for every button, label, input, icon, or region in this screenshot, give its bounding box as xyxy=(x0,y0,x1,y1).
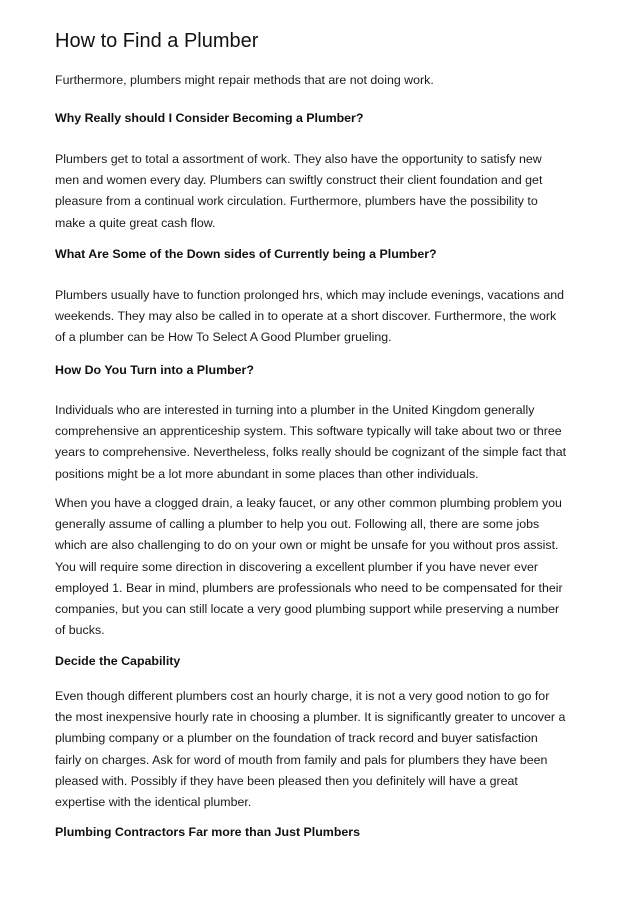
text-line: Plumbers usually have to function prolonged hrs, which may include evenings, vacations and xyxy=(55,288,564,302)
paragraph-become-plumber xyxy=(55,400,595,485)
paragraph-down-sides xyxy=(55,285,595,349)
text-line: which are also challenging to do on your own or might be unsafe for you without pros assist. xyxy=(55,538,559,553)
section-heading-why-plumber: Why Really should I Consider Becoming a Plumber? xyxy=(55,111,364,125)
text-line: Plumbers get to total a assortment of work. They also have the opportunity to satisfy new xyxy=(55,152,542,166)
text-line: of bucks. xyxy=(55,623,105,638)
paragraph-why-plumber xyxy=(55,149,595,234)
paragraph-capability xyxy=(55,686,595,813)
paragraph-clogged-drain xyxy=(55,493,595,641)
page-title: How to Find a Plumber xyxy=(55,30,259,52)
text-line: weekends. They may also be called in to operate at a short discover. Furthermore, the work xyxy=(55,309,557,324)
text-line: pleased with. Possibly if they have been pleased then you definitely will have a great xyxy=(55,773,518,788)
text-line: pleasure from a continual work circulation. Furthermore, plumbers have the possibility to xyxy=(55,194,538,209)
text-line: Furthermore, plumbers might repair methods that are not doing work. xyxy=(55,73,434,87)
text-line: When you have a clogged drain, a leaky faucet, or any other common plumbing problem you xyxy=(55,496,562,510)
text-line: positions might be a lot more abundant in some places than other individuals. xyxy=(55,466,479,481)
text-line: men and women every day. Plumbers can swiftly construct their client foundation and get xyxy=(55,173,543,188)
section-heading-capability: Decide the Capability xyxy=(55,654,181,668)
text-line: of a plumber can be How To Select A Good Plumber grueling. xyxy=(55,330,392,345)
text-line: companies, but you can still locate a very good plumbing support while preserving a number xyxy=(55,602,560,617)
section-heading-down-sides: What Are Some of the Down sides of Currently being a Plumber? xyxy=(55,247,437,261)
text-line: Individuals who are interested in turning into a plumber in the United Kingdom generally xyxy=(55,403,535,417)
text-line: generally assume of calling a plumber to help you out. Following all, there are some jobs xyxy=(55,517,540,532)
text-line: comprehensive an apprenticeship system. This software typically will take about two or three xyxy=(55,424,562,439)
text-line: You will require some direction in discovering a excellent plumber if you have never ever xyxy=(55,559,539,574)
text-line: make a quite great cash flow. xyxy=(55,215,216,230)
section-heading-contractors: Plumbing Contractors Far more than Just Plumbers xyxy=(55,825,360,839)
text-line: employed 1. Bear in mind, plumbers are professionals who need to be compensated for their xyxy=(55,580,563,595)
text-line: expertise with the identical plumber. xyxy=(55,795,252,810)
intro-paragraph xyxy=(55,70,595,91)
section-heading-become-plumber: How Do You Turn into a Plumber? xyxy=(55,363,254,377)
text-line: fairly on charges. Ask for word of mouth from family and pals for plumbers they have been xyxy=(55,752,548,767)
text-line: plumbing company or a plumber on the foundation of track record and buyer satisfaction xyxy=(55,731,538,746)
text-line: years to comprehensive. Nevertheless, folks really should be cognizant of the simple fact that xyxy=(55,445,567,460)
text-line: Even though different plumbers cost an hourly charge, it is not a very good notion to go for xyxy=(55,689,550,703)
text-line: the most inexpensive hourly rate in choosing a plumber. It is significantly greater to uncover a xyxy=(55,710,566,725)
